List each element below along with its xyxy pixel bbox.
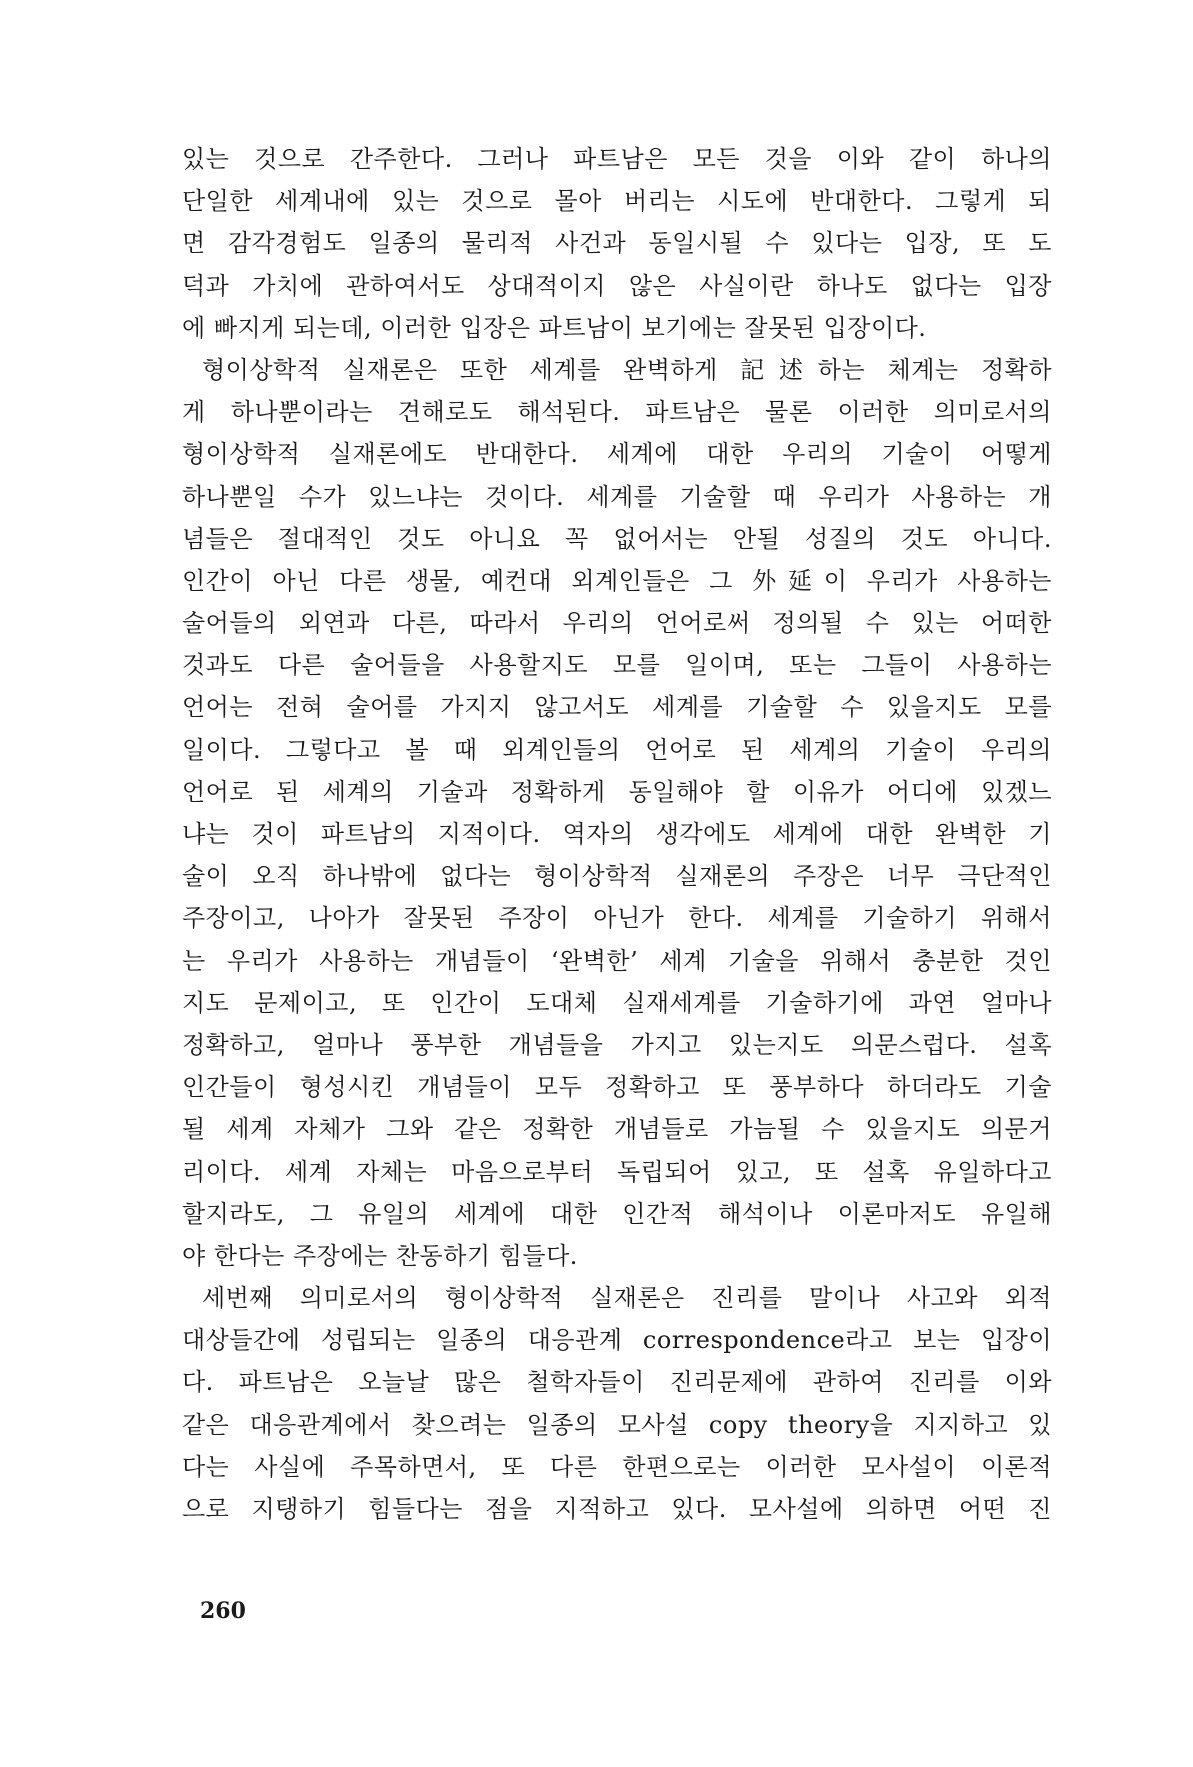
text-line: 으로 지탱하기 힘들다는 점을 지적하고 있다. 모사설에 의하면 어떤 진 [182, 1495, 1052, 1523]
text-line: 념들은 절대적인 것도 아니요 꼭 없어서는 안될 성질의 것도 아니다. [182, 524, 1052, 553]
text-line: 에 빠지게 되는데, 이러한 입장은 파트남이 보기에는 잘못된 입장이다. [182, 313, 927, 342]
text-line: 야 한다는 주장에는 찬동하기 힘들다. [182, 1241, 578, 1270]
text-line: 게 하나뿐이라는 견해로도 해석된다. 파트남은 물론 이러한 의미로서의 [182, 398, 1052, 427]
text-line: 면 감각경험도 일종의 물리적 사건과 동일시될 수 있다는 입장, 또 도 [182, 229, 1052, 258]
text-line: 정확하고, 얼마나 풍부한 개념들을 가지고 있는지도 의문스럽다. 설혹 [182, 1030, 1052, 1059]
text-line: 술이 오직 하나밖에 없다는 형이상학적 실재론의 주장은 너무 극단적인 [182, 862, 1052, 891]
text-line: 덕과 가치에 관하여서도 상대적이지 않은 사실이란 하나도 없다는 입장 [182, 271, 1052, 300]
body-text [182, 138, 1052, 1530]
text-line: 일이다. 그렇다고 볼 때 외계인들의 언어로 된 세계의 기술이 우리의 [182, 735, 1052, 764]
text-line: 대상들간에 성립되는 일종의 대응관계 correspondence라고 보는 입장이 [182, 1326, 1052, 1355]
text-line: 단일한 세계내에 있는 것으로 몰아 버리는 시도에 반대한다. 그렇게 되 [182, 187, 1052, 216]
text-line: 는 우리가 사용하는 개념들이 ‘완벽한’ 세계 기술을 위해서 충분한 것인 [182, 946, 1052, 975]
text-line: 같은 대응관계에서 찾으려는 일종의 모사설 copy theory을 지지하고 있 [182, 1410, 1052, 1439]
text-line: 있는 것으로 간주한다. 그러나 파트남은 모든 것을 이와 같이 하나의 [182, 145, 1052, 173]
text-line: 하나뿐일 수가 있느냐는 것이다. 세계를 기술할 때 우리가 사용하는 개 [182, 482, 1052, 511]
text-line: 지도 문제이고, 또 인간이 도대체 실재세계를 기술하기에 과연 얼마나 [182, 988, 1052, 1017]
page-number: 260 [200, 1598, 246, 1624]
text-line: 다. 파트남은 오늘날 많은 철학자들이 진리문제에 관하여 진리를 이와 [182, 1368, 1052, 1397]
text-line: 리이다. 세계 자체는 마음으로부터 독립되어 있고, 또 설혹 유일하다고 [182, 1157, 1052, 1186]
text-line: 할지라도, 그 유일의 세계에 대한 인간적 해석이나 이론마저도 유일해 [182, 1199, 1052, 1228]
text-line: 것과도 다른 술어들을 사용할지도 모를 일이며, 또는 그들이 사용하는 [182, 651, 1052, 680]
text-line: 될 세계 자체가 그와 같은 정확한 개념들로 가늠될 수 있을지도 의문거 [182, 1115, 1052, 1144]
text-line: 냐는 것이 파트남의 지적이다. 역자의 생각에도 세계에 대한 완벽한 기 [182, 820, 1052, 848]
text-line: 언어로 된 세계의 기술과 정확하게 동일해야 할 이유가 어디에 있겠느 [182, 777, 1052, 806]
text-line: 주장이고, 나아가 잘못된 주장이 아닌가 한다. 세계를 기술하기 위해서 [182, 904, 1052, 933]
text-line: 인간이 아닌 다른 생물, 예컨대 외계인들은 그 外延이 우리가 사용하는 [182, 566, 1052, 595]
text-line: 세번째 의미로서의 형이상학적 실재론은 진리를 말이나 사고와 외적 [202, 1284, 1052, 1313]
text-line: 다는 사실에 주목하면서, 또 다른 한편으로는 이러한 모사설이 이론적 [182, 1452, 1052, 1481]
text-line: 인간들이 형성시킨 개념들이 모두 정확하고 또 풍부하다 하더라도 기술 [182, 1073, 1052, 1102]
text-line: 언어는 전혀 술어를 가지지 않고서도 세계를 기술할 수 있을지도 모를 [182, 693, 1052, 722]
text-line: 형이상학적 실재론은 또한 세계를 완벽하게 記述하는 체계는 정확하 [202, 355, 1052, 384]
text-line: 술어들의 외연과 다른, 따라서 우리의 언어로써 정의될 수 있는 어떠한 [182, 609, 1052, 638]
text-line: 형이상학적 실재론에도 반대한다. 세계에 대한 우리의 기술이 어떻게 [182, 440, 1052, 469]
